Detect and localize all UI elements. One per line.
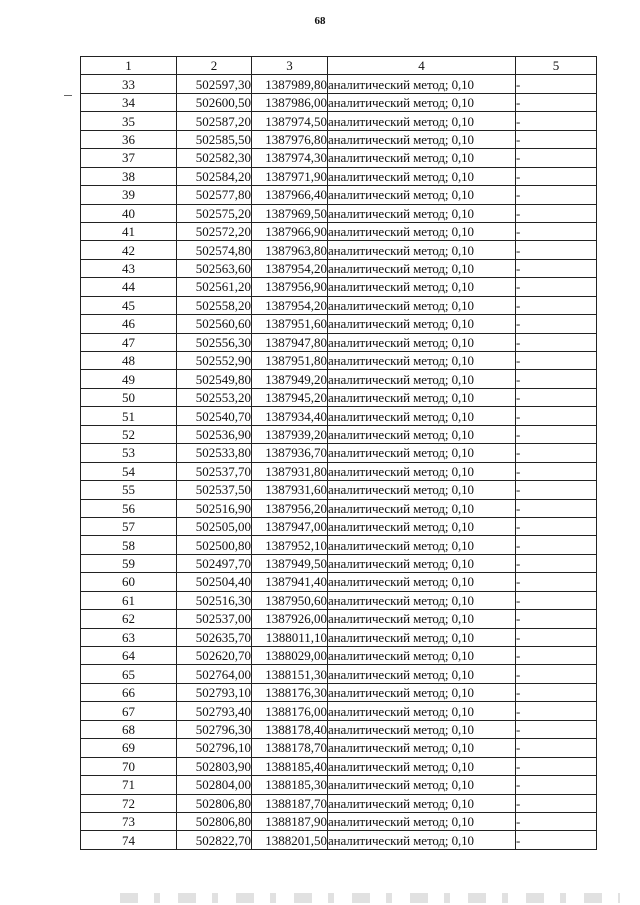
point-number-cell: 58 [81, 536, 177, 554]
table-row [81, 315, 597, 333]
note-cell: - [516, 591, 597, 609]
x-coordinate-cell: 502796,30 [177, 720, 252, 738]
method-accuracy-cell: аналитический метод; 0,10 [328, 831, 516, 849]
y-coordinate-cell: 1387954,20 [252, 259, 328, 277]
y-coordinate-cell: 1387947,00 [252, 517, 328, 535]
y-coordinate-cell: 1387949,50 [252, 554, 328, 572]
table-row [81, 388, 597, 406]
y-coordinate-cell: 1387969,50 [252, 204, 328, 222]
note-cell: - [516, 241, 597, 259]
header-cell: 3 [252, 57, 328, 75]
y-coordinate-cell: 1388185,40 [252, 757, 328, 775]
x-coordinate-cell: 502804,00 [177, 776, 252, 794]
point-number-cell: 36 [81, 130, 177, 148]
point-number-cell: 43 [81, 259, 177, 277]
x-coordinate-cell: 502537,50 [177, 481, 252, 499]
x-coordinate-cell: 502587,20 [177, 112, 252, 130]
x-coordinate-cell: 502560,60 [177, 315, 252, 333]
x-coordinate-cell: 502563,60 [177, 259, 252, 277]
method-accuracy-cell: аналитический метод; 0,10 [328, 720, 516, 738]
method-accuracy-cell: аналитический метод; 0,10 [328, 296, 516, 314]
method-accuracy-cell: аналитический метод; 0,10 [328, 462, 516, 480]
table-row [81, 167, 597, 185]
table-row [81, 204, 597, 222]
method-accuracy-cell: аналитический метод; 0,10 [328, 628, 516, 646]
table-row [81, 812, 597, 830]
method-accuracy-cell: аналитический метод; 0,10 [328, 610, 516, 628]
x-coordinate-cell: 502620,70 [177, 647, 252, 665]
point-number-cell: 34 [81, 93, 177, 111]
method-accuracy-cell: аналитический метод; 0,10 [328, 352, 516, 370]
table-header-row [81, 57, 597, 75]
x-coordinate-cell: 502549,80 [177, 370, 252, 388]
table-row [81, 93, 597, 111]
y-coordinate-cell: 1387936,70 [252, 444, 328, 462]
method-accuracy-cell: аналитический метод; 0,10 [328, 186, 516, 204]
margin-mark [64, 95, 72, 96]
point-number-cell: 35 [81, 112, 177, 130]
header-cell: 2 [177, 57, 252, 75]
method-accuracy-cell: аналитический метод; 0,10 [328, 241, 516, 259]
point-number-cell: 72 [81, 794, 177, 812]
table-body [81, 75, 597, 849]
table-row [81, 75, 597, 93]
table-row [81, 333, 597, 351]
note-cell: - [516, 296, 597, 314]
table-row [81, 462, 597, 480]
point-number-cell: 51 [81, 407, 177, 425]
point-number-cell: 50 [81, 388, 177, 406]
point-number-cell: 70 [81, 757, 177, 775]
y-coordinate-cell: 1388185,30 [252, 776, 328, 794]
table-row [81, 499, 597, 517]
x-coordinate-cell: 502505,00 [177, 517, 252, 535]
table-row [81, 296, 597, 314]
point-number-cell: 33 [81, 75, 177, 93]
x-coordinate-cell: 502540,70 [177, 407, 252, 425]
x-coordinate-cell: 502537,70 [177, 462, 252, 480]
table-row [81, 241, 597, 259]
method-accuracy-cell: аналитический метод; 0,10 [328, 149, 516, 167]
note-cell: - [516, 75, 597, 93]
note-cell: - [516, 149, 597, 167]
note-cell: - [516, 388, 597, 406]
note-cell: - [516, 720, 597, 738]
point-number-cell: 40 [81, 204, 177, 222]
note-cell: - [516, 370, 597, 388]
note-cell: - [516, 739, 597, 757]
y-coordinate-cell: 1387976,80 [252, 130, 328, 148]
note-cell: - [516, 499, 597, 517]
x-coordinate-cell: 502806,80 [177, 794, 252, 812]
header-cell: 1 [81, 57, 177, 75]
point-number-cell: 54 [81, 462, 177, 480]
method-accuracy-cell: аналитический метод; 0,10 [328, 112, 516, 130]
x-coordinate-cell: 502796,10 [177, 739, 252, 757]
y-coordinate-cell: 1387939,20 [252, 425, 328, 443]
table-row [81, 573, 597, 591]
note-cell: - [516, 352, 597, 370]
x-coordinate-cell: 502575,20 [177, 204, 252, 222]
point-number-cell: 68 [81, 720, 177, 738]
y-coordinate-cell: 1387949,20 [252, 370, 328, 388]
method-accuracy-cell: аналитический метод; 0,10 [328, 407, 516, 425]
method-accuracy-cell: аналитический метод; 0,10 [328, 259, 516, 277]
method-accuracy-cell: аналитический метод; 0,10 [328, 388, 516, 406]
note-cell: - [516, 812, 597, 830]
note-cell: - [516, 462, 597, 480]
table-row [81, 794, 597, 812]
method-accuracy-cell: аналитический метод; 0,10 [328, 75, 516, 93]
note-cell: - [516, 93, 597, 111]
y-coordinate-cell: 1387956,90 [252, 278, 328, 296]
table-row [81, 222, 597, 240]
point-number-cell: 38 [81, 167, 177, 185]
table-row [81, 702, 597, 720]
x-coordinate-cell: 502533,80 [177, 444, 252, 462]
table-row [81, 831, 597, 849]
table-row [81, 610, 597, 628]
note-cell: - [516, 610, 597, 628]
y-coordinate-cell: 1387945,20 [252, 388, 328, 406]
page-number: 68 [314, 15, 326, 27]
note-cell: - [516, 481, 597, 499]
note-cell: - [516, 204, 597, 222]
table-row [81, 112, 597, 130]
method-accuracy-cell: аналитический метод; 0,10 [328, 517, 516, 535]
x-coordinate-cell: 502553,20 [177, 388, 252, 406]
y-coordinate-cell: 1387926,00 [252, 610, 328, 628]
x-coordinate-cell: 502572,20 [177, 222, 252, 240]
table-row [81, 536, 597, 554]
x-coordinate-cell: 502536,90 [177, 425, 252, 443]
point-number-cell: 45 [81, 296, 177, 314]
note-cell: - [516, 278, 597, 296]
note-cell: - [516, 259, 597, 277]
y-coordinate-cell: 1387966,40 [252, 186, 328, 204]
x-coordinate-cell: 502582,30 [177, 149, 252, 167]
y-coordinate-cell: 1388011,10 [252, 628, 328, 646]
table-row [81, 186, 597, 204]
table-row [81, 776, 597, 794]
note-cell: - [516, 167, 597, 185]
note-cell: - [516, 407, 597, 425]
y-coordinate-cell: 1387986,00 [252, 93, 328, 111]
note-cell: - [516, 425, 597, 443]
y-coordinate-cell: 1387947,80 [252, 333, 328, 351]
method-accuracy-cell: аналитический метод; 0,10 [328, 776, 516, 794]
y-coordinate-cell: 1388029,00 [252, 647, 328, 665]
y-coordinate-cell: 1387974,50 [252, 112, 328, 130]
method-accuracy-cell: аналитический метод; 0,10 [328, 130, 516, 148]
y-coordinate-cell: 1388151,30 [252, 665, 328, 683]
table-row [81, 647, 597, 665]
x-coordinate-cell: 502500,80 [177, 536, 252, 554]
bleed-through-text [120, 893, 620, 903]
method-accuracy-cell: аналитический метод; 0,10 [328, 591, 516, 609]
table-row [81, 720, 597, 738]
method-accuracy-cell: аналитический метод; 0,10 [328, 444, 516, 462]
note-cell: - [516, 444, 597, 462]
x-coordinate-cell: 502558,20 [177, 296, 252, 314]
point-number-cell: 39 [81, 186, 177, 204]
y-coordinate-cell: 1388176,00 [252, 702, 328, 720]
point-number-cell: 61 [81, 591, 177, 609]
x-coordinate-cell: 502635,70 [177, 628, 252, 646]
table-row [81, 739, 597, 757]
note-cell: - [516, 222, 597, 240]
x-coordinate-cell: 502585,50 [177, 130, 252, 148]
y-coordinate-cell: 1387951,60 [252, 315, 328, 333]
table-row [81, 407, 597, 425]
x-coordinate-cell: 502561,20 [177, 278, 252, 296]
x-coordinate-cell: 502552,90 [177, 352, 252, 370]
y-coordinate-cell: 1387934,40 [252, 407, 328, 425]
method-accuracy-cell: аналитический метод; 0,10 [328, 536, 516, 554]
table-row [81, 149, 597, 167]
table-row [81, 683, 597, 701]
point-number-cell: 46 [81, 315, 177, 333]
x-coordinate-cell: 502822,70 [177, 831, 252, 849]
y-coordinate-cell: 1387952,10 [252, 536, 328, 554]
table-row [81, 481, 597, 499]
y-coordinate-cell: 1387950,60 [252, 591, 328, 609]
method-accuracy-cell: аналитический метод; 0,10 [328, 167, 516, 185]
header-cell: 4 [328, 57, 516, 75]
note-cell: - [516, 315, 597, 333]
table-row [81, 444, 597, 462]
point-number-cell: 57 [81, 517, 177, 535]
point-number-cell: 66 [81, 683, 177, 701]
y-coordinate-cell: 1387956,20 [252, 499, 328, 517]
table-row [81, 757, 597, 775]
method-accuracy-cell: аналитический метод; 0,10 [328, 554, 516, 572]
y-coordinate-cell: 1387954,20 [252, 296, 328, 314]
note-cell: - [516, 757, 597, 775]
note-cell: - [516, 628, 597, 646]
x-coordinate-cell: 502793,10 [177, 683, 252, 701]
method-accuracy-cell: аналитический метод; 0,10 [328, 757, 516, 775]
x-coordinate-cell: 502497,70 [177, 554, 252, 572]
x-coordinate-cell: 502504,40 [177, 573, 252, 591]
point-number-cell: 37 [81, 149, 177, 167]
point-number-cell: 71 [81, 776, 177, 794]
point-number-cell: 48 [81, 352, 177, 370]
table-row [81, 628, 597, 646]
note-cell: - [516, 573, 597, 591]
point-number-cell: 63 [81, 628, 177, 646]
method-accuracy-cell: аналитический метод; 0,10 [328, 315, 516, 333]
y-coordinate-cell: 1387971,90 [252, 167, 328, 185]
point-number-cell: 59 [81, 554, 177, 572]
method-accuracy-cell: аналитический метод; 0,10 [328, 278, 516, 296]
note-cell: - [516, 536, 597, 554]
y-coordinate-cell: 1387951,80 [252, 352, 328, 370]
table-row [81, 130, 597, 148]
y-coordinate-cell: 1388178,40 [252, 720, 328, 738]
point-number-cell: 67 [81, 702, 177, 720]
x-coordinate-cell: 502600,50 [177, 93, 252, 111]
note-cell: - [516, 186, 597, 204]
point-number-cell: 69 [81, 739, 177, 757]
note-cell: - [516, 794, 597, 812]
method-accuracy-cell: аналитический метод; 0,10 [328, 222, 516, 240]
method-accuracy-cell: аналитический метод; 0,10 [328, 683, 516, 701]
x-coordinate-cell: 502574,80 [177, 241, 252, 259]
y-coordinate-cell: 1387931,80 [252, 462, 328, 480]
coordinates-table [80, 56, 597, 850]
x-coordinate-cell: 502577,80 [177, 186, 252, 204]
table-row [81, 591, 597, 609]
y-coordinate-cell: 1387989,80 [252, 75, 328, 93]
method-accuracy-cell: аналитический метод; 0,10 [328, 370, 516, 388]
note-cell: - [516, 831, 597, 849]
x-coordinate-cell: 502537,00 [177, 610, 252, 628]
x-coordinate-cell: 502597,30 [177, 75, 252, 93]
point-number-cell: 47 [81, 333, 177, 351]
point-number-cell: 53 [81, 444, 177, 462]
method-accuracy-cell: аналитический метод; 0,10 [328, 499, 516, 517]
note-cell: - [516, 554, 597, 572]
y-coordinate-cell: 1387974,30 [252, 149, 328, 167]
note-cell: - [516, 776, 597, 794]
x-coordinate-cell: 502764,00 [177, 665, 252, 683]
table-row [81, 425, 597, 443]
y-coordinate-cell: 1388176,30 [252, 683, 328, 701]
point-number-cell: 60 [81, 573, 177, 591]
method-accuracy-cell: аналитический метод; 0,10 [328, 665, 516, 683]
point-number-cell: 64 [81, 647, 177, 665]
x-coordinate-cell: 502556,30 [177, 333, 252, 351]
method-accuracy-cell: аналитический метод; 0,10 [328, 702, 516, 720]
point-number-cell: 49 [81, 370, 177, 388]
point-number-cell: 52 [81, 425, 177, 443]
point-number-cell: 73 [81, 812, 177, 830]
y-coordinate-cell: 1387931,60 [252, 481, 328, 499]
y-coordinate-cell: 1387966,90 [252, 222, 328, 240]
table-row [81, 259, 597, 277]
method-accuracy-cell: аналитический метод; 0,10 [328, 812, 516, 830]
note-cell: - [516, 333, 597, 351]
x-coordinate-cell: 502516,30 [177, 591, 252, 609]
table-row [81, 554, 597, 572]
x-coordinate-cell: 502806,80 [177, 812, 252, 830]
method-accuracy-cell: аналитический метод; 0,10 [328, 333, 516, 351]
point-number-cell: 65 [81, 665, 177, 683]
table-row [81, 352, 597, 370]
note-cell: - [516, 702, 597, 720]
x-coordinate-cell: 502803,90 [177, 757, 252, 775]
method-accuracy-cell: аналитический метод; 0,10 [328, 647, 516, 665]
method-accuracy-cell: аналитический метод; 0,10 [328, 425, 516, 443]
table-row [81, 665, 597, 683]
note-cell: - [516, 130, 597, 148]
point-number-cell: 74 [81, 831, 177, 849]
note-cell: - [516, 647, 597, 665]
method-accuracy-cell: аналитический метод; 0,10 [328, 794, 516, 812]
method-accuracy-cell: аналитический метод; 0,10 [328, 739, 516, 757]
point-number-cell: 62 [81, 610, 177, 628]
y-coordinate-cell: 1387963,80 [252, 241, 328, 259]
table-row [81, 370, 597, 388]
table-row [81, 278, 597, 296]
table-row [81, 517, 597, 535]
x-coordinate-cell: 502793,40 [177, 702, 252, 720]
point-number-cell: 55 [81, 481, 177, 499]
method-accuracy-cell: аналитический метод; 0,10 [328, 93, 516, 111]
y-coordinate-cell: 1388187,70 [252, 794, 328, 812]
point-number-cell: 42 [81, 241, 177, 259]
point-number-cell: 56 [81, 499, 177, 517]
method-accuracy-cell: аналитический метод; 0,10 [328, 204, 516, 222]
point-number-cell: 44 [81, 278, 177, 296]
note-cell: - [516, 665, 597, 683]
header-cell: 5 [516, 57, 597, 75]
note-cell: - [516, 517, 597, 535]
x-coordinate-cell: 502516,90 [177, 499, 252, 517]
x-coordinate-cell: 502584,20 [177, 167, 252, 185]
note-cell: - [516, 683, 597, 701]
method-accuracy-cell: аналитический метод; 0,10 [328, 481, 516, 499]
y-coordinate-cell: 1388178,70 [252, 739, 328, 757]
y-coordinate-cell: 1387941,40 [252, 573, 328, 591]
y-coordinate-cell: 1388201,50 [252, 831, 328, 849]
method-accuracy-cell: аналитический метод; 0,10 [328, 573, 516, 591]
point-number-cell: 41 [81, 222, 177, 240]
note-cell: - [516, 112, 597, 130]
y-coordinate-cell: 1388187,90 [252, 812, 328, 830]
